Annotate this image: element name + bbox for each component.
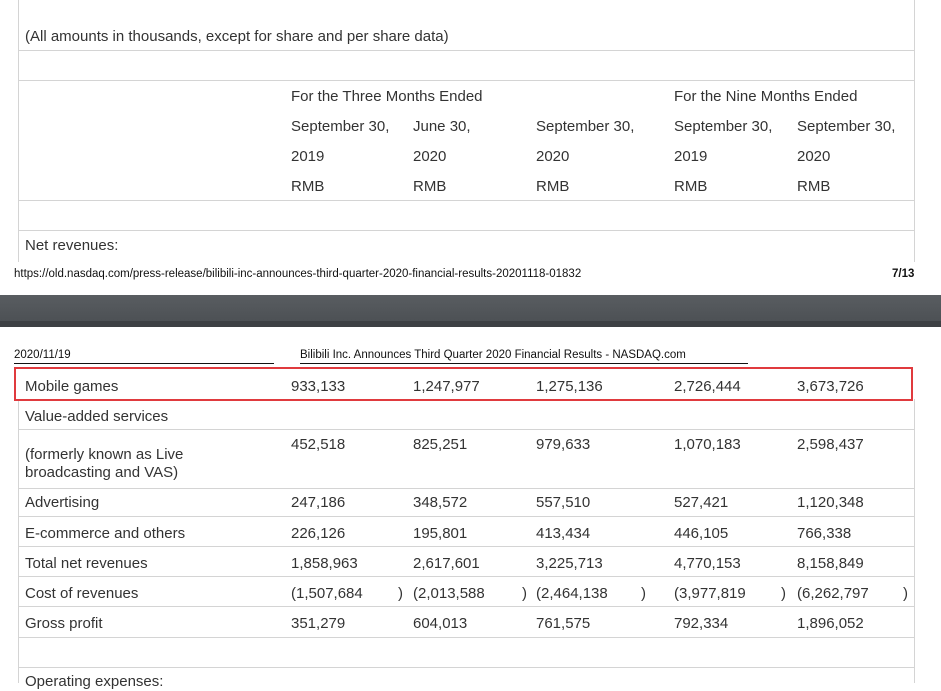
- table-cell: 1,858,963: [291, 555, 358, 572]
- header-date: September 30,: [797, 118, 896, 135]
- table-cell: 413,434: [536, 525, 591, 542]
- pdf-page-8: [0, 327, 941, 690]
- row-label-advertising: Advertising: [25, 494, 100, 511]
- table-cell: 1,275,136: [536, 378, 603, 395]
- table-cell: 8,158,849: [797, 555, 864, 572]
- table-cell: 2,726,444: [674, 378, 741, 395]
- table-left-border: [18, 0, 19, 262]
- print-title: Bilibili Inc. Announces Third Quarter 2020 Financial Results - NASDAQ.com: [300, 349, 686, 361]
- table-cell: 1,070,183: [674, 436, 741, 453]
- row-label-vas-note: broadcasting and VAS): [25, 464, 179, 481]
- header-underline: [14, 363, 274, 364]
- table-cell: 979,633: [536, 436, 591, 453]
- table-cell: 825,251: [413, 436, 468, 453]
- header-year: 2020: [797, 148, 831, 165]
- row-label-vas: Value-added services: [25, 408, 169, 425]
- close-paren: ): [781, 585, 786, 602]
- row-label-vas-note: (formerly known as Live: [25, 446, 184, 463]
- row-divider: [18, 488, 915, 489]
- row-divider: [18, 606, 915, 607]
- footer-page-number: 7/13: [892, 268, 915, 280]
- close-paren: ): [522, 585, 527, 602]
- table-cell: 557,510: [536, 494, 591, 511]
- table-right-border: [914, 399, 915, 683]
- row-divider: [18, 200, 915, 201]
- close-paren: ): [903, 585, 908, 602]
- header-year: 2019: [674, 148, 708, 165]
- row-label-total: Total net revenues: [25, 555, 148, 572]
- header-currency: RMB: [413, 178, 447, 195]
- operating-expenses-label: Operating expenses:: [25, 673, 164, 690]
- row-divider: [18, 546, 915, 547]
- row-divider: [18, 576, 915, 577]
- header-year: 2019: [291, 148, 325, 165]
- table-cell: 933,133: [291, 378, 346, 395]
- header-currency: RMB: [674, 178, 708, 195]
- header-year: 2020: [413, 148, 447, 165]
- table-cell: 446,105: [674, 525, 729, 542]
- nine-months-header: For the Nine Months Ended: [674, 88, 858, 105]
- pdf-page-7: [0, 0, 941, 295]
- table-cell: 3,225,713: [536, 555, 603, 572]
- table-right-border: [914, 0, 915, 262]
- table-cell: 527,421: [674, 494, 729, 511]
- table-cell: 4,770,153: [674, 555, 741, 572]
- row-divider: [18, 516, 915, 517]
- row-label-gross-profit: Gross profit: [25, 615, 103, 632]
- table-cell: 247,186: [291, 494, 346, 511]
- table-cell: 351,279: [291, 615, 346, 632]
- row-label-ecommerce: E-commerce and others: [25, 525, 186, 542]
- table-cell: 1,896,052: [797, 615, 864, 632]
- header-date: September 30,: [674, 118, 773, 135]
- table-cell: 1,247,977: [413, 378, 480, 395]
- close-paren: ): [641, 585, 646, 602]
- table-cell: (1,507,684: [291, 585, 363, 602]
- table-cell: 761,575: [536, 615, 591, 632]
- close-paren: ): [398, 585, 403, 602]
- table-cell: 766,338: [797, 525, 852, 542]
- highlight-box: [14, 367, 913, 401]
- row-label-mobile-games: Mobile games: [25, 378, 119, 395]
- table-cell: 604,013: [413, 615, 468, 632]
- table-cell: (2,013,588: [413, 585, 485, 602]
- table-cell: 2,617,601: [413, 555, 480, 572]
- header-year: 2020: [536, 148, 570, 165]
- row-divider: [18, 667, 915, 668]
- net-revenues-label: Net revenues:: [25, 237, 119, 254]
- header-date: September 30,: [536, 118, 635, 135]
- page-separator: [0, 295, 941, 327]
- table-cell: (3,977,819: [674, 585, 746, 602]
- table-cell: 452,518: [291, 436, 346, 453]
- row-label-cost: Cost of revenues: [25, 585, 139, 602]
- header-currency: RMB: [797, 178, 831, 195]
- header-currency: RMB: [536, 178, 570, 195]
- header-currency: RMB: [291, 178, 325, 195]
- row-divider: [18, 230, 915, 231]
- header-underline: [300, 363, 748, 364]
- amounts-note: (All amounts in thousands, except for share and per share data): [25, 28, 449, 45]
- table-left-border: [18, 399, 19, 683]
- table-cell: 792,334: [674, 615, 729, 632]
- row-divider: [18, 80, 915, 81]
- table-cell: 226,126: [291, 525, 346, 542]
- header-date: June 30,: [413, 118, 471, 135]
- row-divider: [18, 429, 915, 430]
- table-cell: (2,464,138: [536, 585, 608, 602]
- table-cell: 348,572: [413, 494, 468, 511]
- table-cell: 1,120,348: [797, 494, 864, 511]
- table-cell: 3,673,726: [797, 378, 864, 395]
- table-cell: 195,801: [413, 525, 468, 542]
- table-cell: (6,262,797: [797, 585, 869, 602]
- footer-url: https://old.nasdaq.com/press-release/bilibili-inc-announces-third-quarter-2020-financial-results-20201118-01832: [14, 268, 582, 280]
- header-date: September 30,: [291, 118, 390, 135]
- row-divider: [18, 50, 915, 51]
- row-divider: [18, 637, 915, 638]
- three-months-header: For the Three Months Ended: [291, 88, 483, 105]
- table-cell: 2,598,437: [797, 436, 864, 453]
- print-date: 2020/11/19: [14, 349, 71, 361]
